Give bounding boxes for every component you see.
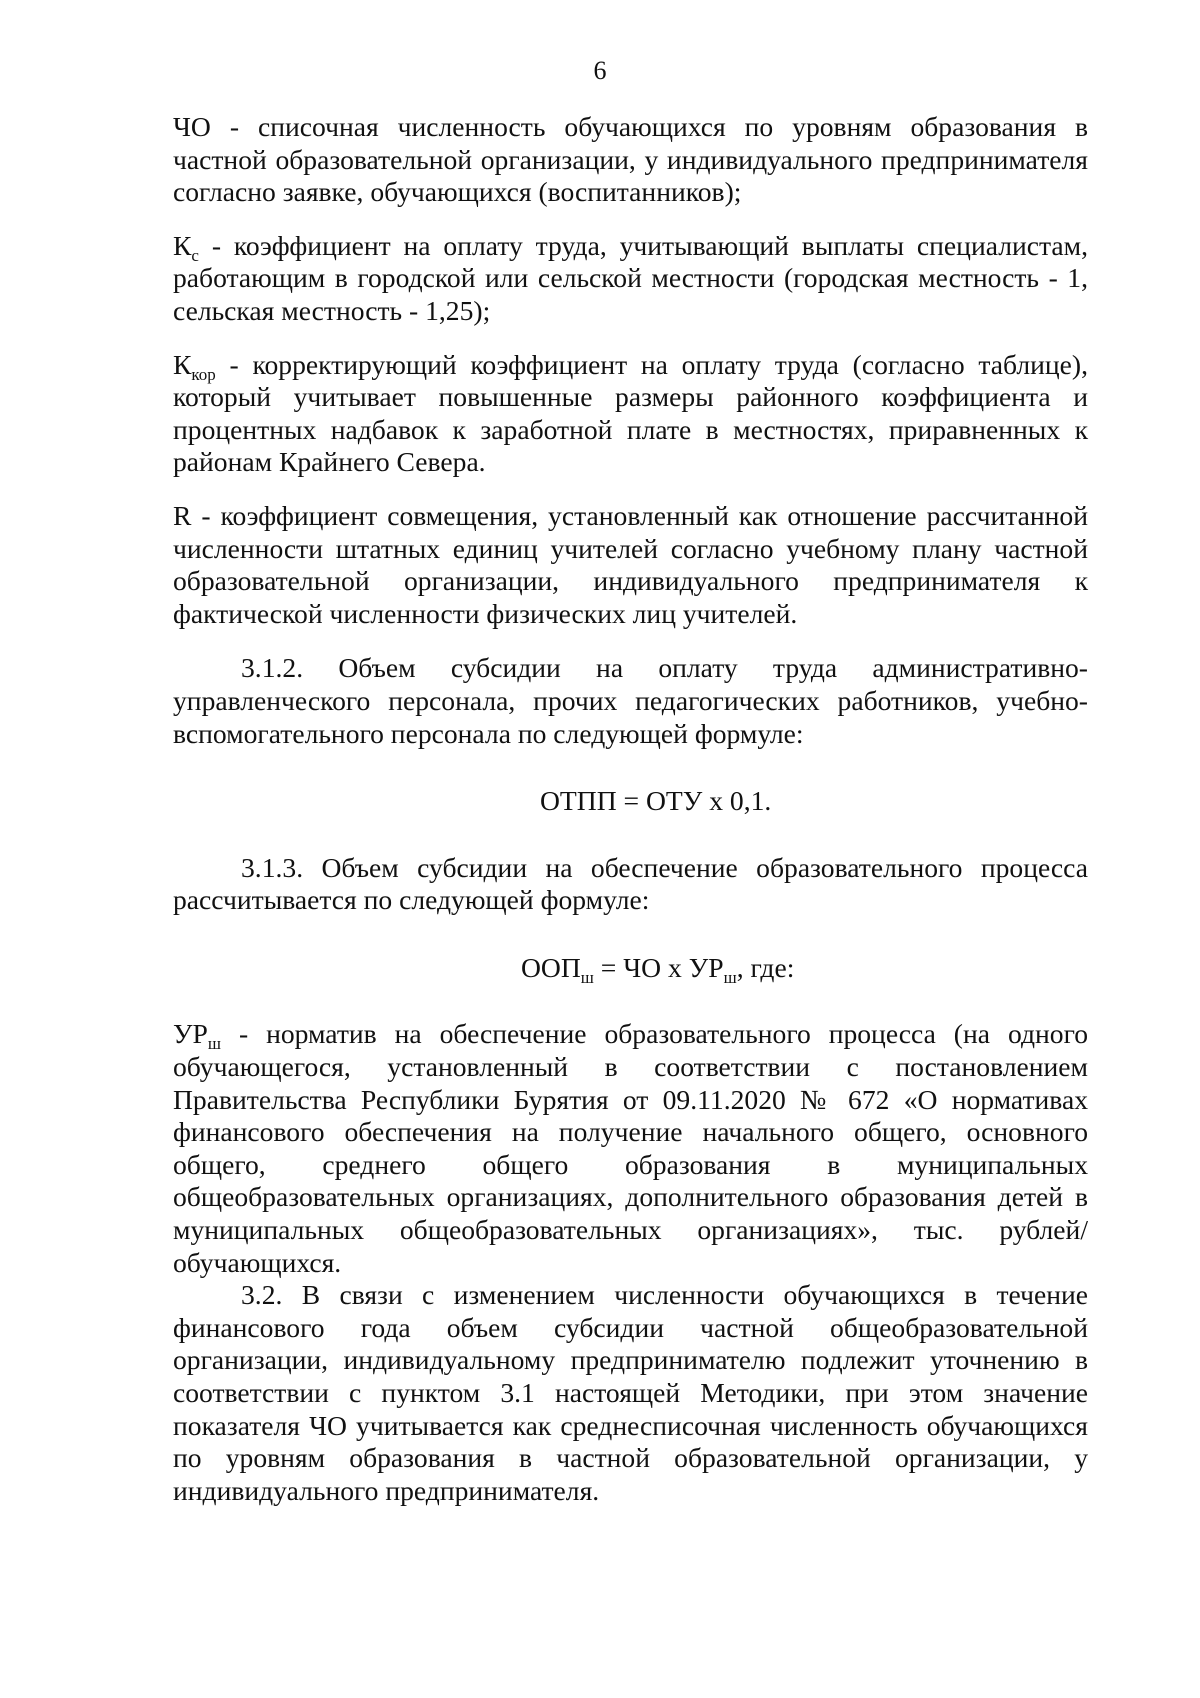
definition-symbol-subscript: с [191,245,199,265]
definition-cho [173,111,1088,209]
formula-tail: , где: [736,951,795,983]
definition-urs [173,1018,1088,1279]
definition-symbol: К [173,229,192,261]
definition-kc [173,230,1088,328]
page-number: 6 [593,56,607,85]
formula-lhs: ООП [521,951,581,983]
definition-symbol: К [173,348,192,380]
section-3-2-text: 3.2. В связи с изменением численности обучающихся в течение финансового года объем субсидии частной общеобразовательной организации, индивидуальному предпринимателю подлежит уточнению в соответствии с пунктом 3.1 настоящей Методики, при этом значение показателя ЧО учитывается как среднесписочная численность обучающихся по уровням образования в частной образовательной организации, у индивидуального предпринимателя. [173,1279,1088,1506]
formula-mid-subscript: ш [723,967,737,987]
document-body [173,111,1088,1507]
definition-text: - коэффициент на оплату труда, учитывающий выплаты специалистам, работающим в городской или сельской местности (городская местность - 1, сельская местность - 1,25); [173,229,1088,326]
definition-text: - норматив на обеспечение образовательного процесса (на одного обучающегося, установленный в соответствии с постановлением Правительства Республики Бурятия от 09.11.2020 № 672 «О нормативах финансового обеспечения на получение начального общего, основного общего, среднего общего образования в муниципальных общеобразовательных организациях, дополнительного образования детей в муниципальных общеобразовательных организациях», тыс. рублей/ обучающихся. [173,1018,1088,1278]
definition-symbol-subscript: кор [191,364,216,384]
definition-symbol: R [173,499,192,531]
definition-text: - списочная численность обучающихся по уровням образования в частной образовательной организации, у индивидуального предпринимателя согласно заявке, обучающихся (воспитанников); [173,111,1088,208]
formula-mid: = ЧО х УР [593,951,724,983]
section-3-1-3-text: 3.1.3. Объем субсидии на обеспечение образовательного процесса рассчитывается по следующей формуле: [173,851,1088,916]
definition-text: - коэффициент совмещения, установленный как отношение рассчитанной численности штатных единиц учителей согласно учебному плану частной образовательной организации, индивидуального предпринимателя к фактической численности физических лиц учителей. [173,499,1088,629]
definition-symbol: УР [173,1018,208,1050]
definition-r [173,500,1088,630]
definition-text: - корректирующий коэффициент на оплату труда (согласно таблице), который учитывает повышенные размеры районного коэффициента и процентных надбавок к заработной плате в местностях, приравненных к районам Крайнего Севера. [173,348,1088,478]
formula-otpp: ОТПП = ОТУ х 0,1. [540,785,772,817]
formula-oop [173,952,1088,985]
definition-kkor [173,349,1088,479]
formula-lhs-subscript: ш [580,967,594,987]
section-3-1-2-text: 3.1.2. Объем субсидии на оплату труда административно-управленческого персонала, прочих педагогических работников, учебно-вспомогательного персонала по следующей формуле: [173,652,1088,749]
definition-symbol: ЧО [173,111,211,142]
definition-symbol-subscript: ш [207,1034,221,1054]
